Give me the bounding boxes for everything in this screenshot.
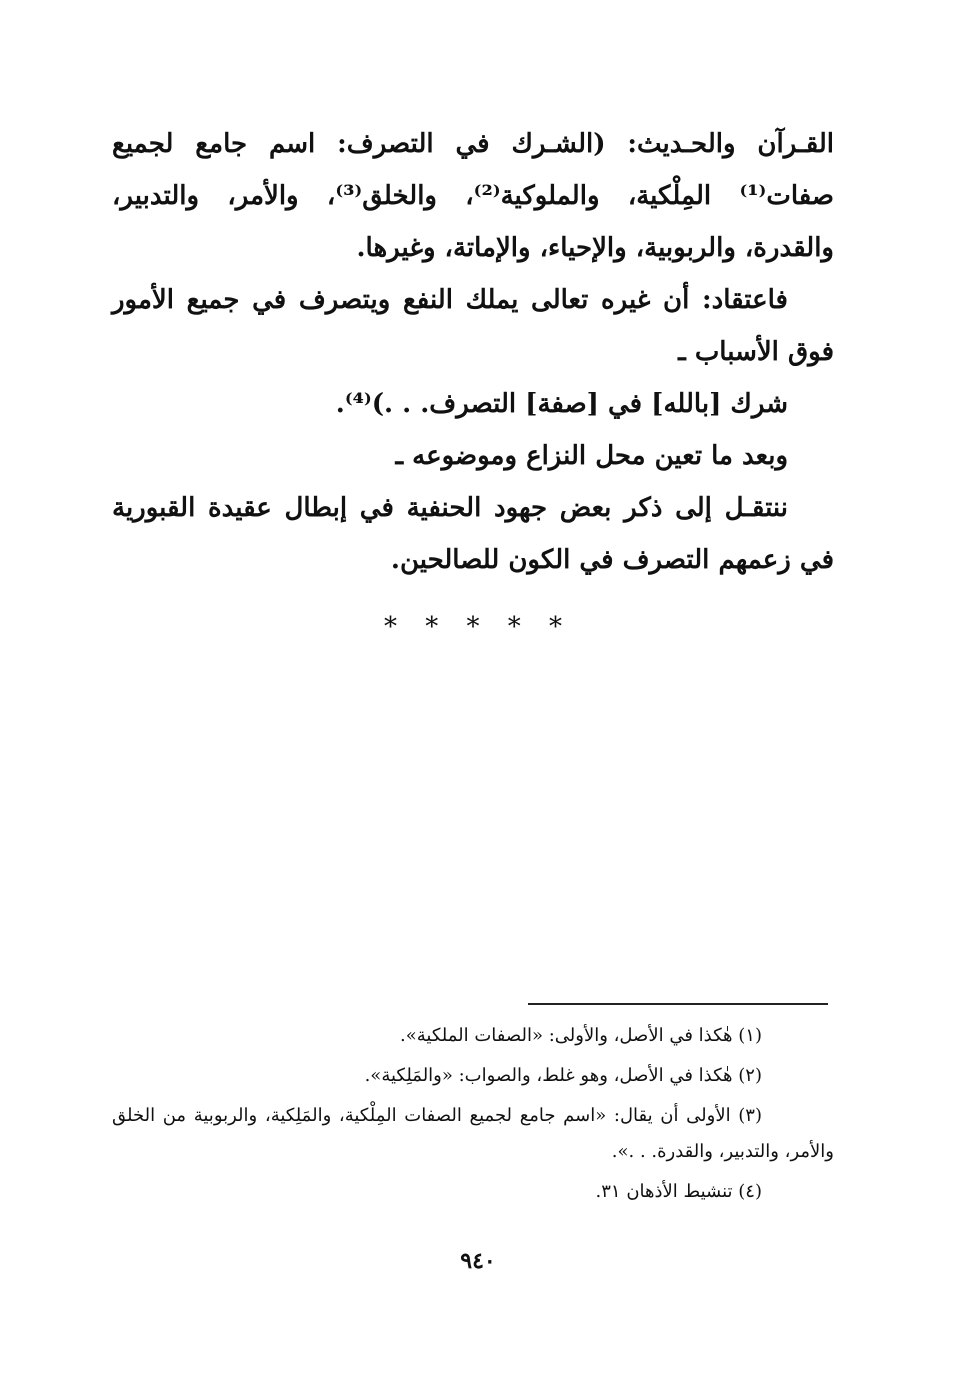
- page-number: ٩٤٠: [460, 1248, 496, 1274]
- footnote: (١) هٰكذا في الأصل، والأولى: «الصفات الملكية».: [400, 1025, 762, 1046]
- paragraph: فاعتقاد: أن غيره تعالى يملك النفع ويتصرف في جميع الأمور فوق الأسباب ـ: [112, 285, 834, 367]
- main-text: [112, 118, 834, 586]
- footnote: (٤) تنشيط الأذهان ٣١.: [595, 1181, 762, 1202]
- paragraph: القـرآن والحـديث: (الشـرك في التصرف: اسم جامع لجميع صفات⁽¹⁾ المِلْكية، والملوكية⁽²⁾، والخلق⁽³⁾، والأمر، والتدبير، والقدرة، والربوبية، والإحياء، والإماتة، وغيرها.: [112, 129, 834, 263]
- paragraph: ننتقـل إلى ذكر بعض جهود الحنفية في إبطال عقيدة القبورية في زعمهم التصرف في الكون للصالحين.: [112, 493, 834, 575]
- footnote-divider: [528, 1003, 828, 1005]
- footnote: (٢) هٰكذا في الأصل، وهو غلط، والصواب: «والمَلِكية».: [364, 1065, 762, 1086]
- paragraph: وبعد ما تعين محل النزاع وموضوعه ـ: [395, 441, 788, 471]
- footnotes: [112, 1018, 834, 1214]
- footnote: (٣) الأولى أن يقال: «اسم جامع لجميع الصفات المِلْكية، والمَلِكية، والربوبية من الخلق والأمر، والتدبير، والقدرة. . .».: [112, 1105, 834, 1162]
- paragraph: شرك [بالله] في [صفة] التصرف. . .)⁽⁴⁾.: [335, 389, 788, 419]
- section-separator: * * * * *: [383, 612, 573, 642]
